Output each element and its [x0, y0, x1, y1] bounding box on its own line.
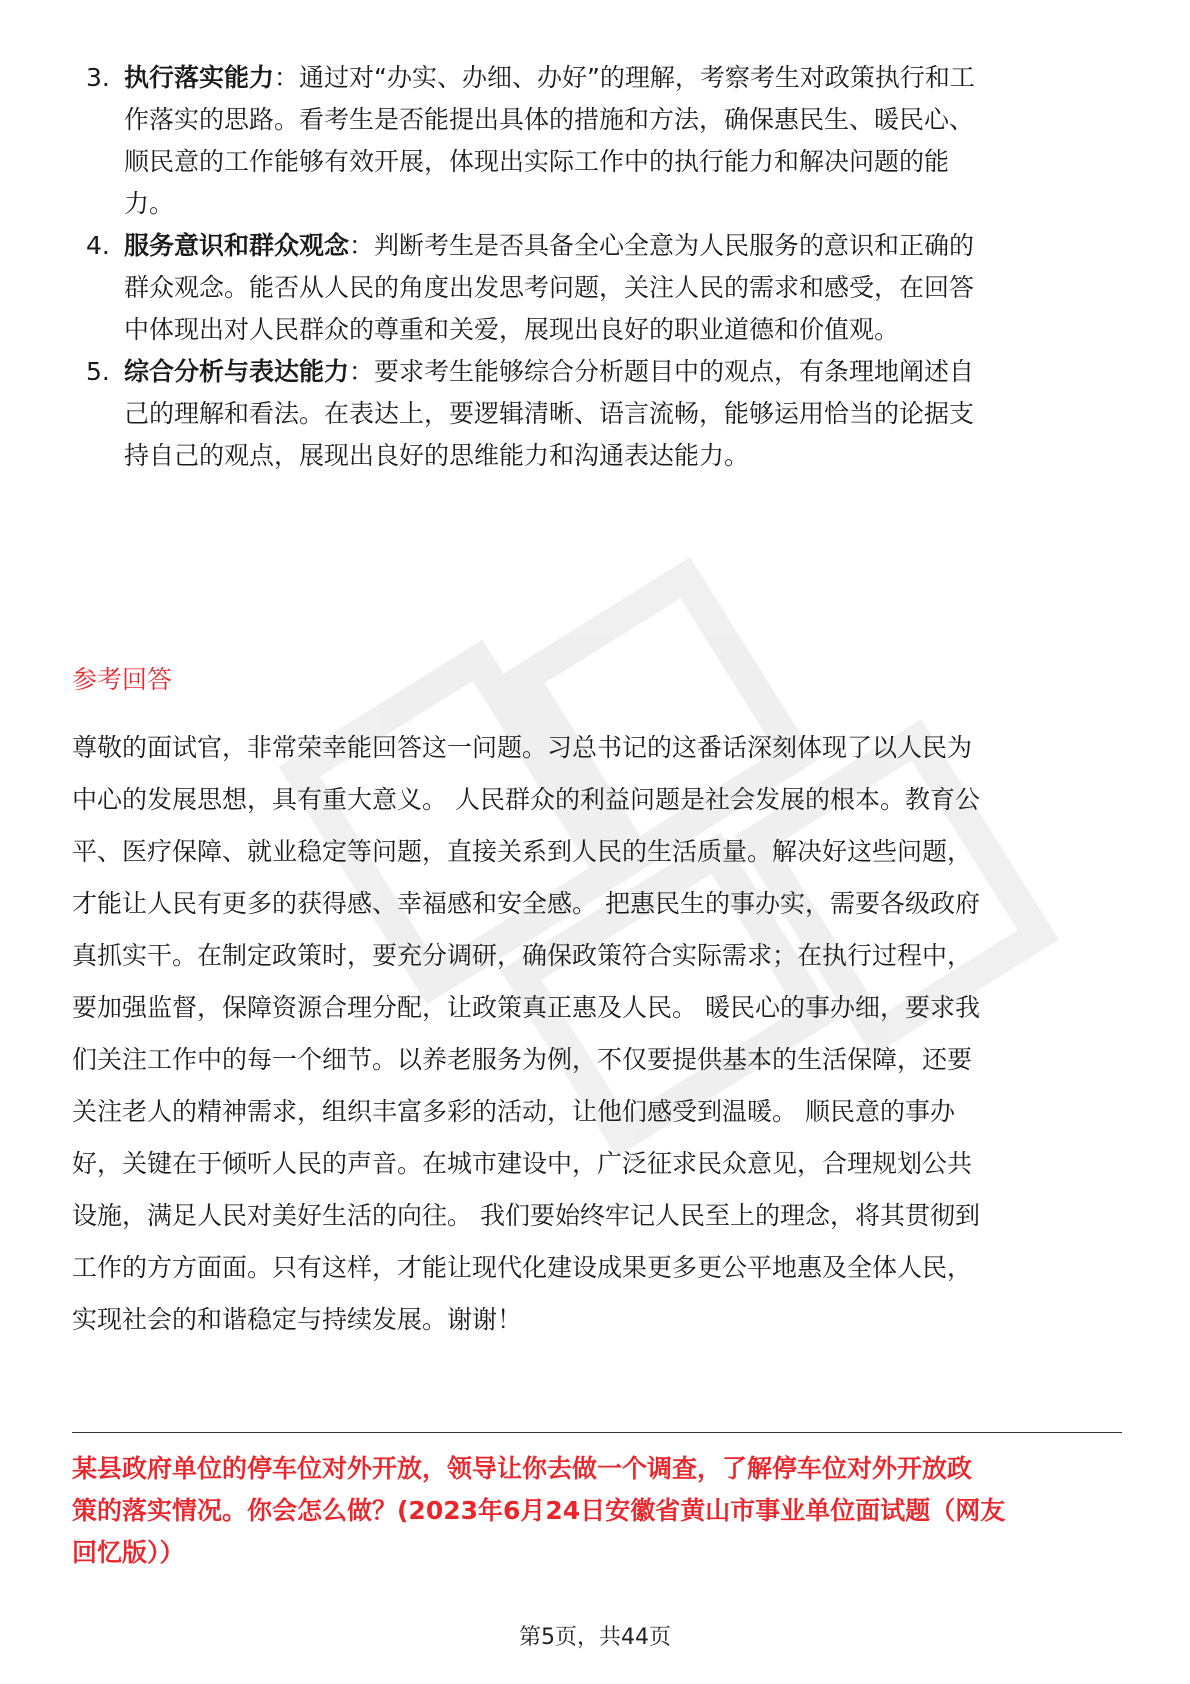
criterion-line: 持自己的观点，展现出良好的思维能力和沟通表达能力。	[124, 441, 750, 470]
criterion-line: 综合分析与表达能力：要求考生能够综合分析题目中的观点，有条理地阐述自	[124, 357, 975, 386]
answer-line: 尊敬的面试官，非常荣幸能回答这一问题。习总书记的这番话深刻体现了以人民为	[72, 733, 973, 762]
criterion-line: 群众观念。能否从人民的角度出发思考问题，关注人民的需求和感受，在回答	[124, 273, 975, 302]
question-line: 策的落实情况。你会怎么做？(2023年6月24日安徽省黄山市事业单位面试题（网友	[72, 1496, 1006, 1525]
criterion-line: 执行落实能力：通过对“办实、办细、办好”的理解，考察考生对政策执行和工	[124, 63, 975, 92]
next-question-title	[72, 1448, 1122, 1574]
criterion-line: 作落实的思路。看考生是否能提出具体的措施和方法，确保惠民生、暖民心、	[124, 105, 975, 134]
answer-line: 们关注工作中的每一个细节。以养老服务为例，不仅要提供基本的生活保障，还要	[72, 1045, 973, 1074]
answer-line: 平、医疗保障、就业稳定等问题，直接关系到人民的生活质量。解决好这些问题，	[72, 837, 973, 866]
criterion-number: 4.	[86, 231, 110, 260]
criterion-item-5	[72, 352, 1112, 476]
answer-line: 要加强监督，保障资源合理分配，让政策真正惠及人民。 暖民心的事办细，要求我	[72, 993, 980, 1022]
evaluation-criteria-list	[72, 58, 1112, 476]
criterion-line: 力。	[124, 189, 175, 218]
reference-answer-heading: 参考回答	[72, 665, 173, 694]
criterion-item-3	[72, 58, 1112, 224]
answer-line: 才能让人民有更多的获得感、幸福感和安全感。 把惠民生的事办实，需要各级政府	[72, 889, 980, 918]
reference-answer-body	[72, 728, 1122, 1352]
answer-line: 工作的方方面面。只有这样，才能让现代化建设成果更多更公平地惠及全体人民，	[72, 1253, 973, 1282]
answer-line: 实现社会的和谐稳定与持续发展。谢谢！	[72, 1305, 523, 1334]
criterion-title: 综合分析与表达能力	[124, 357, 350, 386]
question-line: 某县政府单位的停车位对外开放，领导让你去做一个调查，了解停车位对外开放政	[72, 1454, 973, 1483]
criterion-number: 5.	[86, 357, 110, 386]
criterion-line: 中体现出对人民群众的尊重和关爱，展现出良好的职业道德和价值观。	[124, 315, 900, 344]
criterion-title: 执行落实能力	[124, 63, 275, 92]
criterion-number: 3.	[86, 63, 110, 92]
question-line: 回忆版））	[72, 1538, 185, 1567]
criterion-line: 服务意识和群众观念：判断考生是否具备全心全意为人民服务的意识和正确的	[124, 231, 975, 260]
page-number-footer: 第5页，共44页	[519, 1625, 671, 1650]
answer-line: 真抓实干。在制定政策时，要充分调研，确保政策符合实际需求；在执行过程中，	[72, 941, 973, 970]
criterion-line: 己的理解和看法。在表达上，要逻辑清晰、语言流畅，能够运用恰当的论据支	[124, 399, 975, 428]
criterion-item-4	[72, 226, 1112, 350]
criterion-line: 顺民意的工作能够有效开展，体现出实际工作中的执行能力和解决问题的能	[124, 147, 950, 176]
answer-line: 好，关键在于倾听人民的声音。在城市建设中，广泛征求民众意见，合理规划公共	[72, 1149, 973, 1178]
criterion-title: 服务意识和群众观念	[124, 231, 350, 260]
answer-line: 关注老人的精神需求，组织丰富多彩的活动，让他们感受到温暖。 顺民意的事办	[72, 1097, 955, 1126]
answer-line: 中心的发展思想，具有重大意义。 人民群众的利益问题是社会发展的根本。教育公	[72, 785, 980, 814]
answer-line: 设施，满足人民对美好生活的向往。 我们要始终牢记人民至上的理念，将其贯彻到	[72, 1201, 980, 1230]
section-divider	[72, 1432, 1122, 1433]
